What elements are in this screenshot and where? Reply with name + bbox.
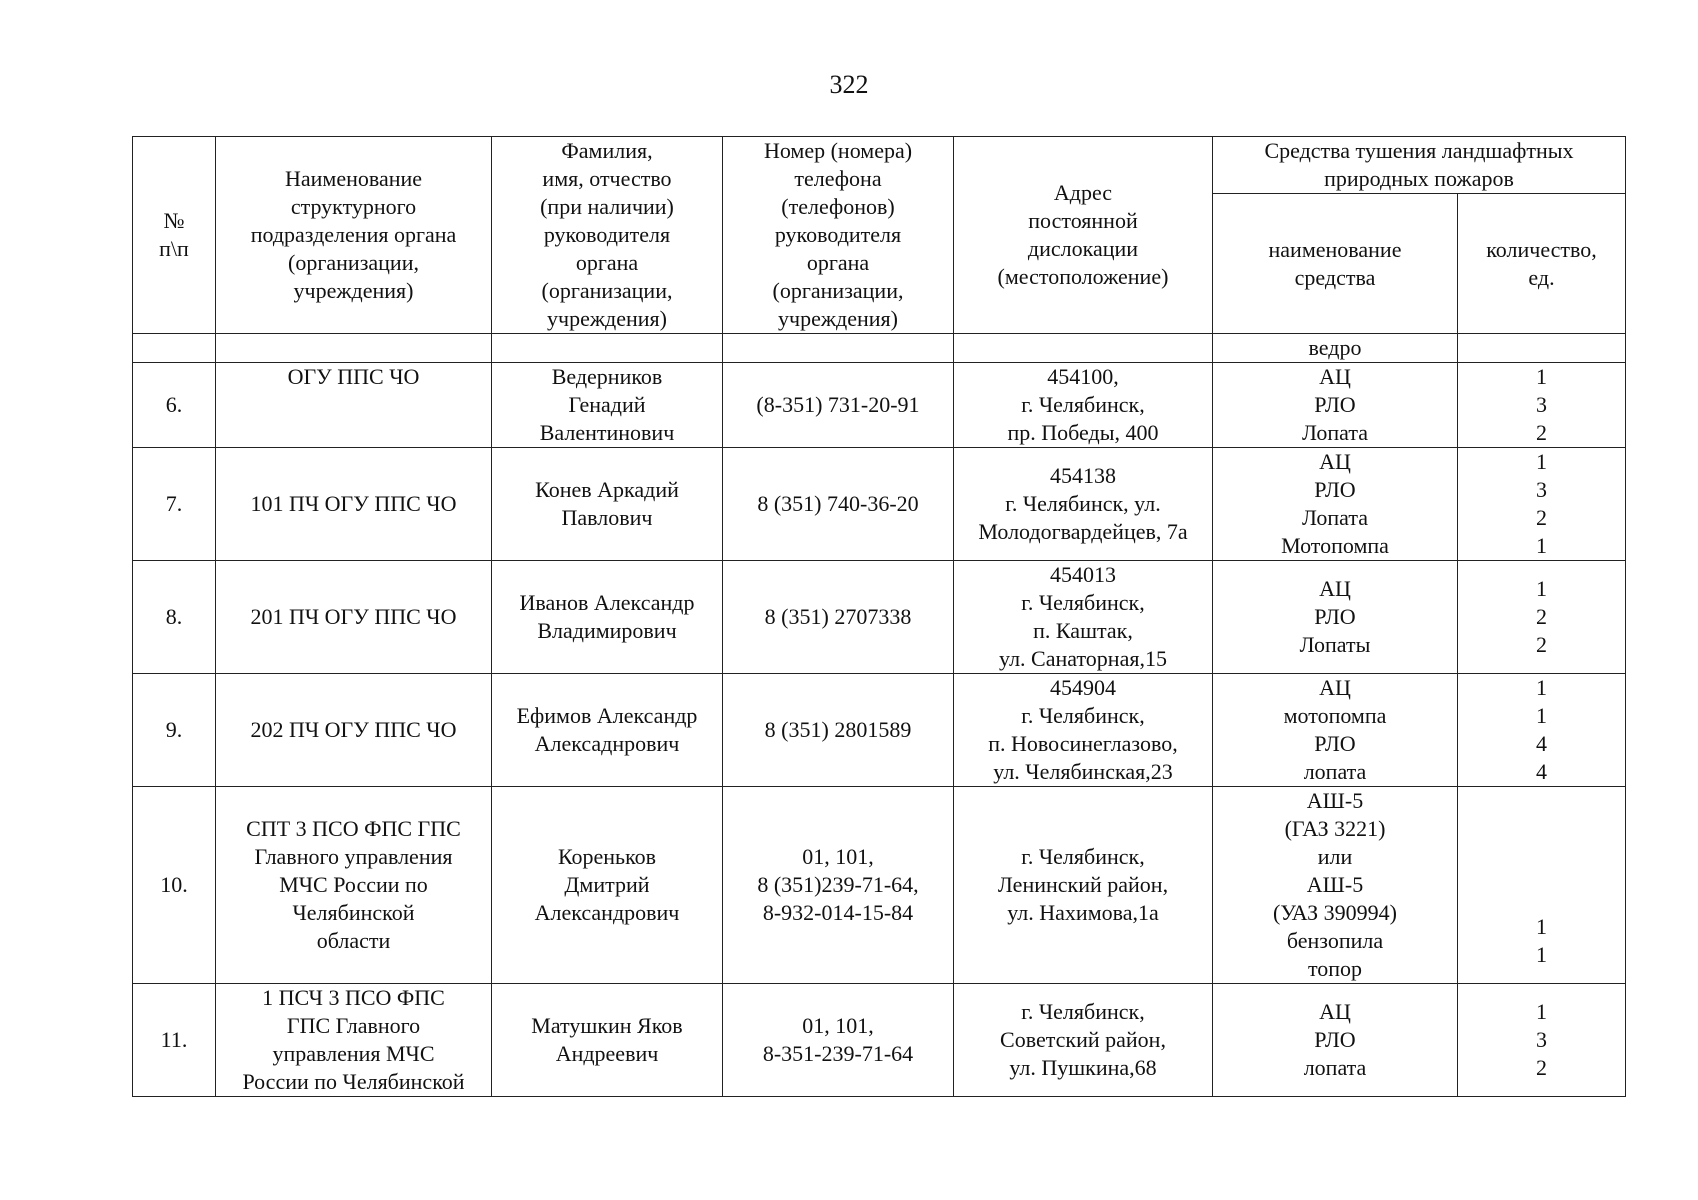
table-row (133, 984, 1626, 1097)
cell-address: 454013 г. Челябинск, п. Каштак, ул. Санаторная,15 (954, 561, 1213, 674)
cell-address: г. Челябинск, Советский район, ул. Пушкина,68 (954, 984, 1213, 1097)
header-means-group: Средства тушения ландшафтных природных пожаров (1213, 137, 1626, 194)
cell-num (133, 334, 216, 363)
cell-unit (216, 334, 492, 363)
cell-head: Кореньков Дмитрий Александрович (492, 787, 723, 984)
cell-qty: 1 3 2 (1458, 984, 1626, 1097)
table-row (133, 787, 1626, 984)
table-row (133, 674, 1626, 787)
cell-address: 454100, г. Челябинск, пр. Победы, 400 (954, 363, 1213, 448)
cell-head: Иванов Александр Владимирович (492, 561, 723, 674)
cell-phone (723, 334, 954, 363)
cell-qty: 1 1 (1458, 787, 1626, 984)
header-head-name: Фамилия, имя, отчество (при наличии) руководителя органа (организации, учреждения) (492, 137, 723, 334)
cell-qty: 1 3 2 1 (1458, 448, 1626, 561)
table-row (133, 561, 1626, 674)
cell-head: Матушкин Яков Андреевич (492, 984, 723, 1097)
cell-phone: (8-351) 731-20-91 (723, 363, 954, 448)
table-row (133, 363, 1626, 448)
cell-num: 7. (133, 448, 216, 561)
cell-qty: 1 3 2 (1458, 363, 1626, 448)
cell-means: АЦ РЛО Лопата Мотопомпа (1213, 448, 1458, 561)
table-row (133, 448, 1626, 561)
header-phone: Номер (номера) телефона (телефонов) руководителя органа (организации, учреждения) (723, 137, 954, 334)
cell-unit: 1 ПСЧ 3 ПСО ФПС ГПС Главного управления МЧС России по Челябинской (216, 984, 492, 1097)
cell-means: АЦ РЛО лопата (1213, 984, 1458, 1097)
cell-unit: 201 ПЧ ОГУ ППС ЧО (216, 561, 492, 674)
header-means-name: наименование средства (1213, 194, 1458, 334)
cell-unit: ОГУ ППС ЧО (216, 363, 492, 448)
cell-phone: 8 (351) 740-36-20 (723, 448, 954, 561)
cell-means: АЦ мотопомпа РЛО лопата (1213, 674, 1458, 787)
page-number: 322 (829, 70, 869, 99)
cell-qty (1458, 334, 1626, 363)
cell-num: 8. (133, 561, 216, 674)
header-means-qty: количество, ед. (1458, 194, 1626, 334)
cell-phone: 8 (351) 2801589 (723, 674, 954, 787)
header-num: № п\п (133, 137, 216, 334)
table-row-continuation (133, 334, 1626, 363)
cell-address: г. Челябинск, Ленинский район, ул. Нахимова,1а (954, 787, 1213, 984)
cell-num: 10. (133, 787, 216, 984)
cell-phone: 8 (351) 2707338 (723, 561, 954, 674)
cell-num: 6. (133, 363, 216, 448)
cell-num: 11. (133, 984, 216, 1097)
cell-means: ведро (1213, 334, 1458, 363)
cell-unit: СПТ 3 ПСО ФПС ГПС Главного управления МЧС России по Челябинской области (216, 787, 492, 984)
cell-qty: 1 2 2 (1458, 561, 1626, 674)
cell-means: АШ-5 (ГАЗ 3221) или АШ-5 (УАЗ 390994) бензопила топор (1213, 787, 1458, 984)
cell-address: 454138 г. Челябинск, ул. Молодогвардейцев, 7а (954, 448, 1213, 561)
cell-head: Ефимов Александр Алексаднрович (492, 674, 723, 787)
cell-head: Конев Аркадий Павлович (492, 448, 723, 561)
cell-phone: 01, 101, 8 (351)239-71-64, 8-932-014-15-84 (723, 787, 954, 984)
cell-qty: 1 1 4 4 (1458, 674, 1626, 787)
cell-means: АЦ РЛО Лопата (1213, 363, 1458, 448)
cell-means: АЦ РЛО Лопаты (1213, 561, 1458, 674)
cell-head (492, 334, 723, 363)
cell-address: 454904 г. Челябинск, п. Новосинеглазово, ул. Челябинская,23 (954, 674, 1213, 787)
forces-table (132, 136, 1626, 1097)
cell-unit: 101 ПЧ ОГУ ППС ЧО (216, 448, 492, 561)
header-unit-name: Наименование структурного подразделения органа (организации, учреждения) (216, 137, 492, 334)
cell-phone: 01, 101, 8-351-239-71-64 (723, 984, 954, 1097)
cell-unit: 202 ПЧ ОГУ ППС ЧО (216, 674, 492, 787)
header-address: Адрес постоянной дислокации (местоположение) (954, 137, 1213, 334)
cell-num: 9. (133, 674, 216, 787)
cell-head: Ведерников Генадий Валентинович (492, 363, 723, 448)
cell-address (954, 334, 1213, 363)
